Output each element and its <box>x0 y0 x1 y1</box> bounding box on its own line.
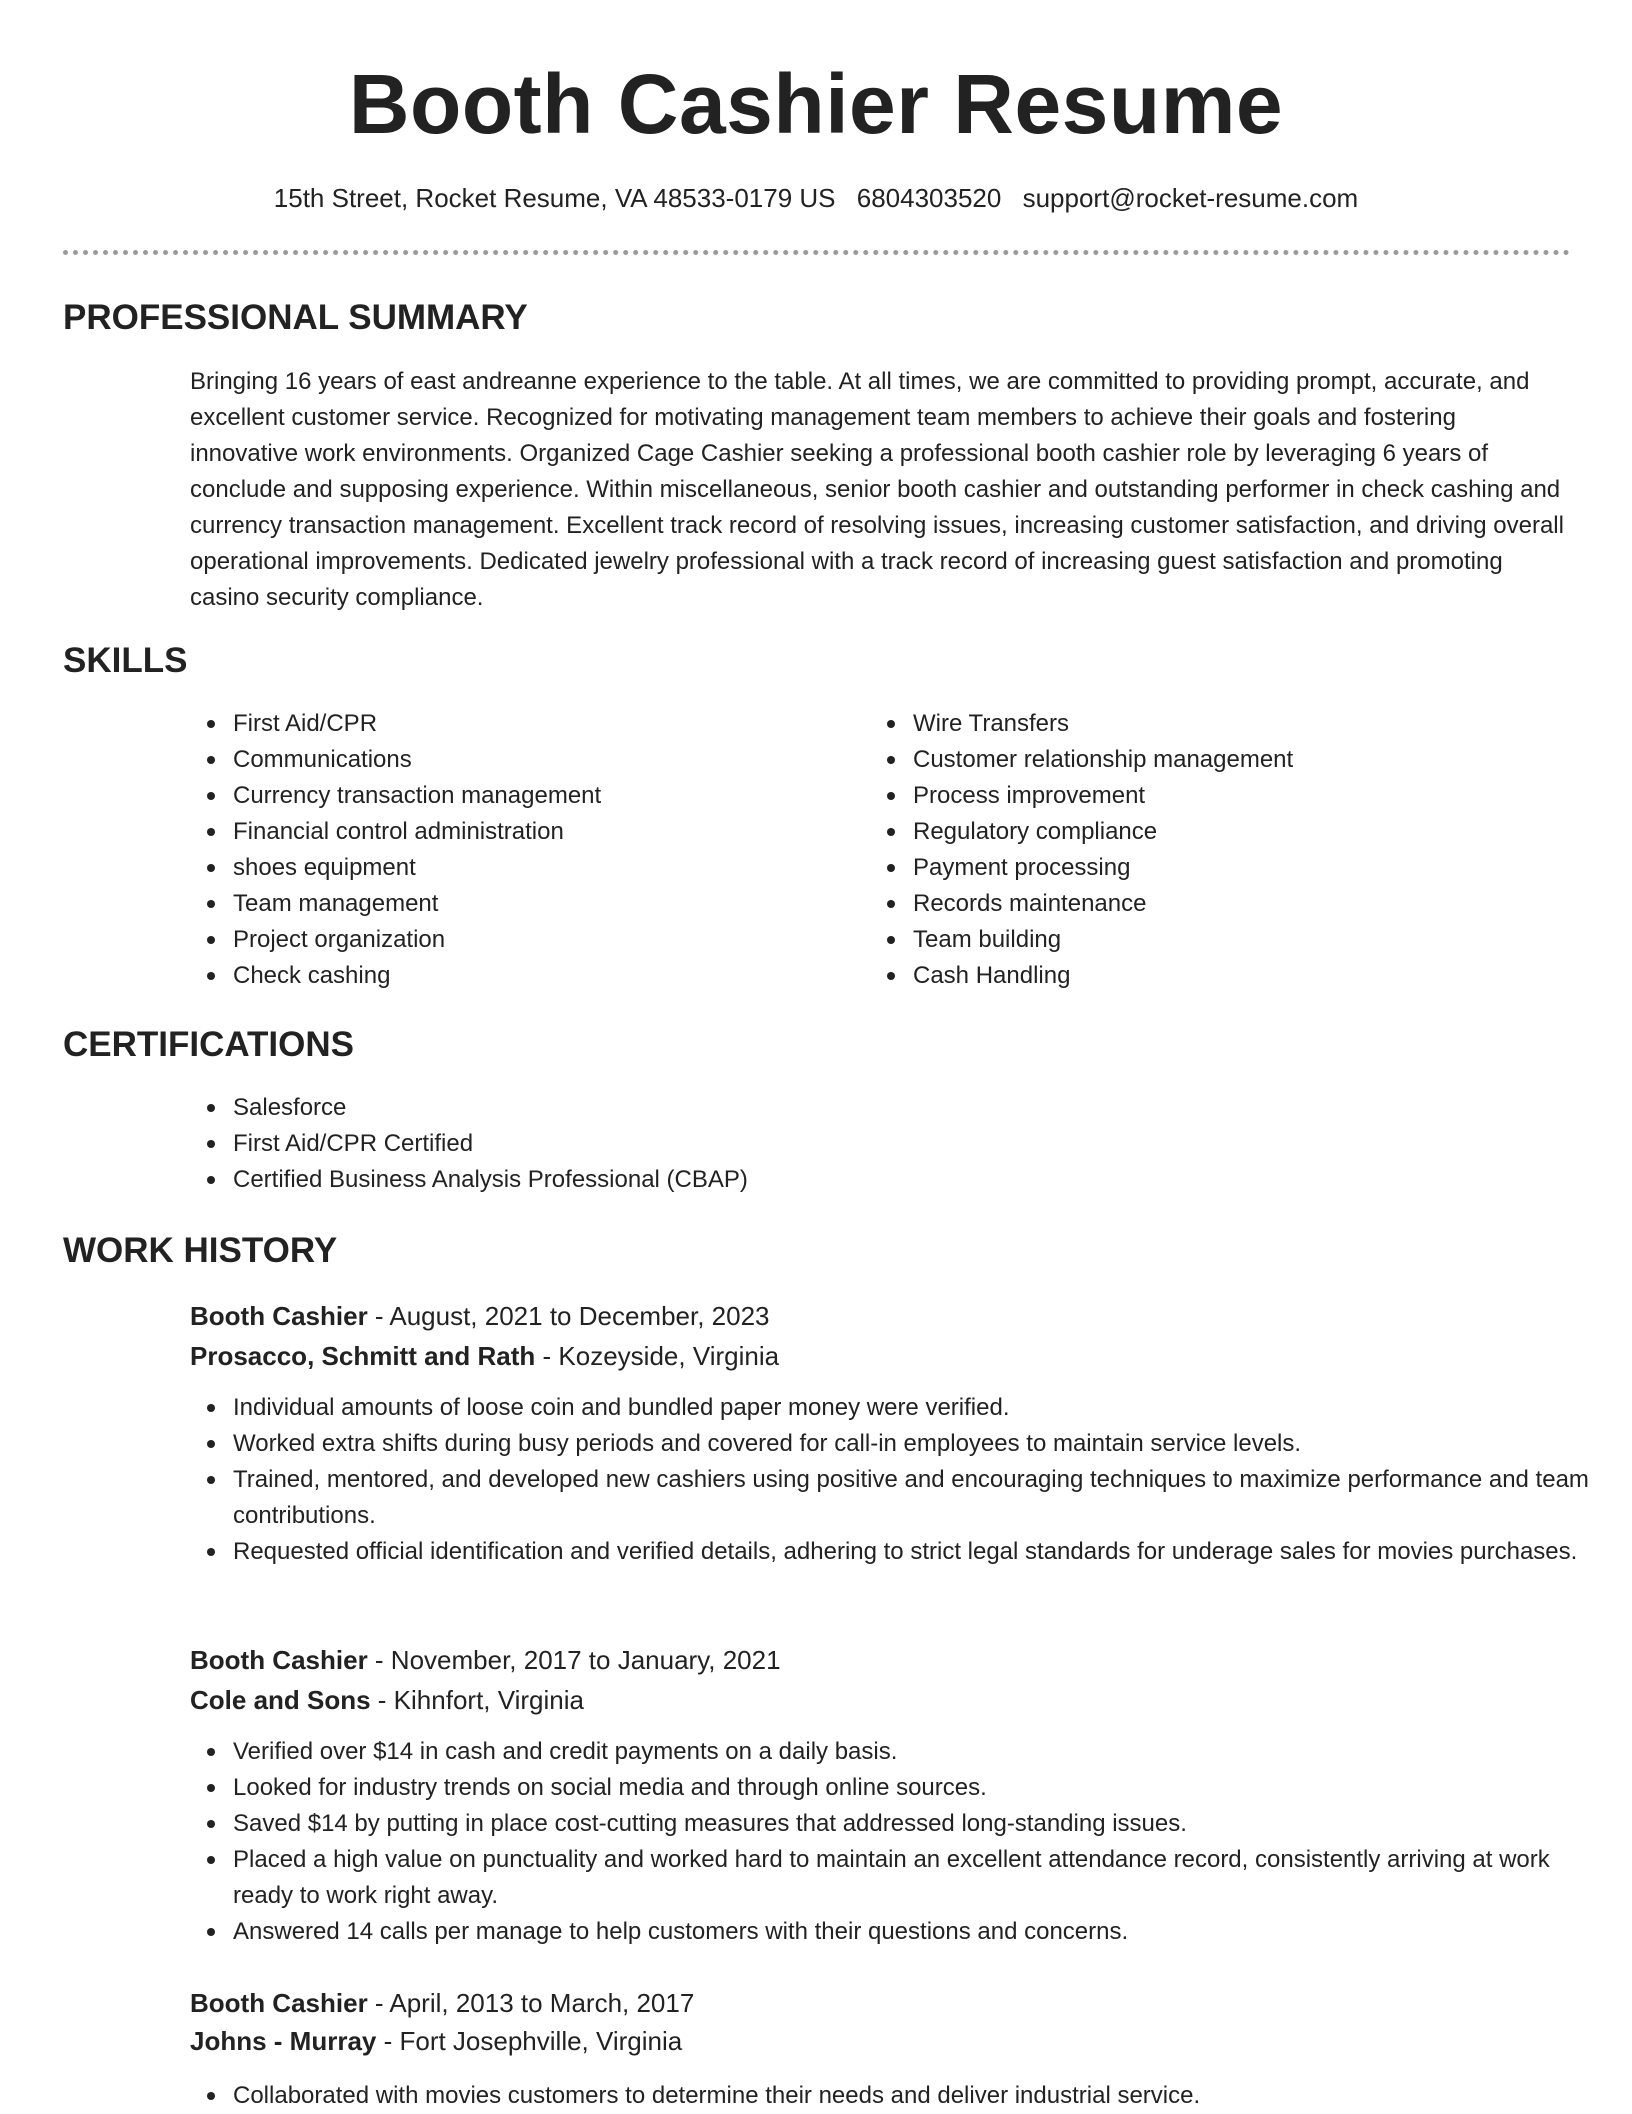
job-company-line <box>190 2021 682 2061</box>
certification-item: First Aid/CPR Certified <box>233 1126 1533 1162</box>
skill-item: Financial control administration <box>233 814 853 850</box>
skill-item: Currency transaction management <box>233 778 853 814</box>
job-company: Cole and Sons <box>190 1685 371 1715</box>
skill-item: shoes equipment <box>233 850 853 886</box>
job-bullets <box>190 1390 1613 1570</box>
job-company-line <box>190 1336 779 1376</box>
certifications-list <box>190 1090 1533 1198</box>
job-title-line <box>190 1640 781 1680</box>
job-location: - Kihnfort, Virginia <box>370 1685 584 1715</box>
certification-item: Certified Business Analysis Professional (CBAP) <box>233 1162 1533 1198</box>
skill-item: Check cashing <box>233 958 853 994</box>
contact-line <box>0 178 1632 218</box>
skill-item: Wire Transfers <box>913 706 1573 742</box>
header-divider <box>63 250 1570 255</box>
job-title-line <box>190 1983 694 2023</box>
skill-item: Team building <box>913 922 1573 958</box>
summary-heading: PROFESSIONAL SUMMARY <box>63 298 528 337</box>
job-company: Prosacco, Schmitt and Rath <box>190 1341 536 1371</box>
skill-item: Process improvement <box>913 778 1573 814</box>
skills-heading: SKILLS <box>63 641 188 680</box>
job-company-line <box>190 1680 584 1720</box>
job-role: Booth Cashier <box>190 1301 368 1331</box>
job-bullet: Collaborated with movies customers to determine their needs and deliver industrial service. <box>233 2078 1613 2114</box>
skill-item: Records maintenance <box>913 886 1573 922</box>
job-dates: - November, 2017 to January, 2021 <box>367 1645 781 1675</box>
contact-phone: 6804303520 <box>856 183 1002 213</box>
job-location: - Kozeyside, Virginia <box>535 1341 780 1371</box>
job-dates: - April, 2013 to March, 2017 <box>367 1988 695 2018</box>
work-history-heading: WORK HISTORY <box>63 1231 338 1270</box>
skill-item: Communications <box>233 742 853 778</box>
contact-email: support@rocket-resume.com <box>1022 183 1359 213</box>
contact-address: 15th Street, Rocket Resume, VA 48533-0179 US <box>273 183 836 213</box>
job-dates: - August, 2021 to December, 2023 <box>367 1301 770 1331</box>
job-bullet: Saved $14 by putting in place cost-cutting measures that addressed long-standing issues. <box>233 1806 1613 1842</box>
summary-text: Bringing 16 years of east andreanne experience to the table. At all times, we are committed to providing prompt, accurate, and excellent customer service. Recognized for motivating management team members to achieve their goals and fostering innovative work environments. Organized Cage Cashier seeking a professional booth cashier role by leveraging 6 years of conclude and supposing experience. Within miscellaneous, senior booth cashier and outstanding performer in check cashing and currency transaction management. Excellent track record of resolving issues, increasing customer satisfaction, and driving overall operational improvements. Dedicated jewelry professional with a track record of increasing guest satisfaction and promoting casino security compliance. <box>190 368 1564 611</box>
job-bullets <box>190 1734 1613 1950</box>
job-bullet: Answered 14 calls per manage to help customers with their questions and concerns. <box>233 1914 1613 1950</box>
job-bullet: Trained, mentored, and developed new cashiers using positive and encouraging techniques to maximize performance and team contributions. <box>233 1462 1613 1534</box>
job-location: - Fort Josephville, Virginia <box>376 2026 683 2056</box>
certification-item: Salesforce <box>233 1090 1533 1126</box>
skill-item: Regulatory compliance <box>913 814 1573 850</box>
job-bullet: Looked for industry trends on social media and through online sources. <box>233 1770 1613 1806</box>
job-role: Booth Cashier <box>190 1988 368 2018</box>
job-bullet: Worked extra shifts during busy periods and covered for call-in employees to maintain service levels. <box>233 1426 1613 1462</box>
job-bullet: Placed a high value on punctuality and worked hard to maintain an excellent attendance record, consistently arriving at work ready to work right away. <box>233 1842 1613 1914</box>
skills-list-left <box>190 706 853 994</box>
job-role: Booth Cashier <box>190 1645 368 1675</box>
job-bullet: Requested official identification and verified details, adhering to strict legal standards for underage sales for movies purchases. <box>233 1534 1613 1570</box>
job-title-line <box>190 1296 770 1336</box>
skill-item: Customer relationship management <box>913 742 1573 778</box>
certifications-heading: CERTIFICATIONS <box>63 1025 355 1064</box>
skills-list-right <box>870 706 1573 994</box>
job-bullets <box>190 2078 1613 2114</box>
job-bullet: Individual amounts of loose coin and bundled paper money were verified. <box>233 1390 1613 1426</box>
skill-item: First Aid/CPR <box>233 706 853 742</box>
skill-item: Project organization <box>233 922 853 958</box>
resume-title: Booth Cashier Resume <box>348 57 1284 151</box>
job-company: Johns - Murray <box>190 2026 377 2056</box>
job-bullet: Verified over $14 in cash and credit payments on a daily basis. <box>233 1734 1613 1770</box>
skill-item: Team management <box>233 886 853 922</box>
skill-item: Payment processing <box>913 850 1573 886</box>
skill-item: Cash Handling <box>913 958 1573 994</box>
